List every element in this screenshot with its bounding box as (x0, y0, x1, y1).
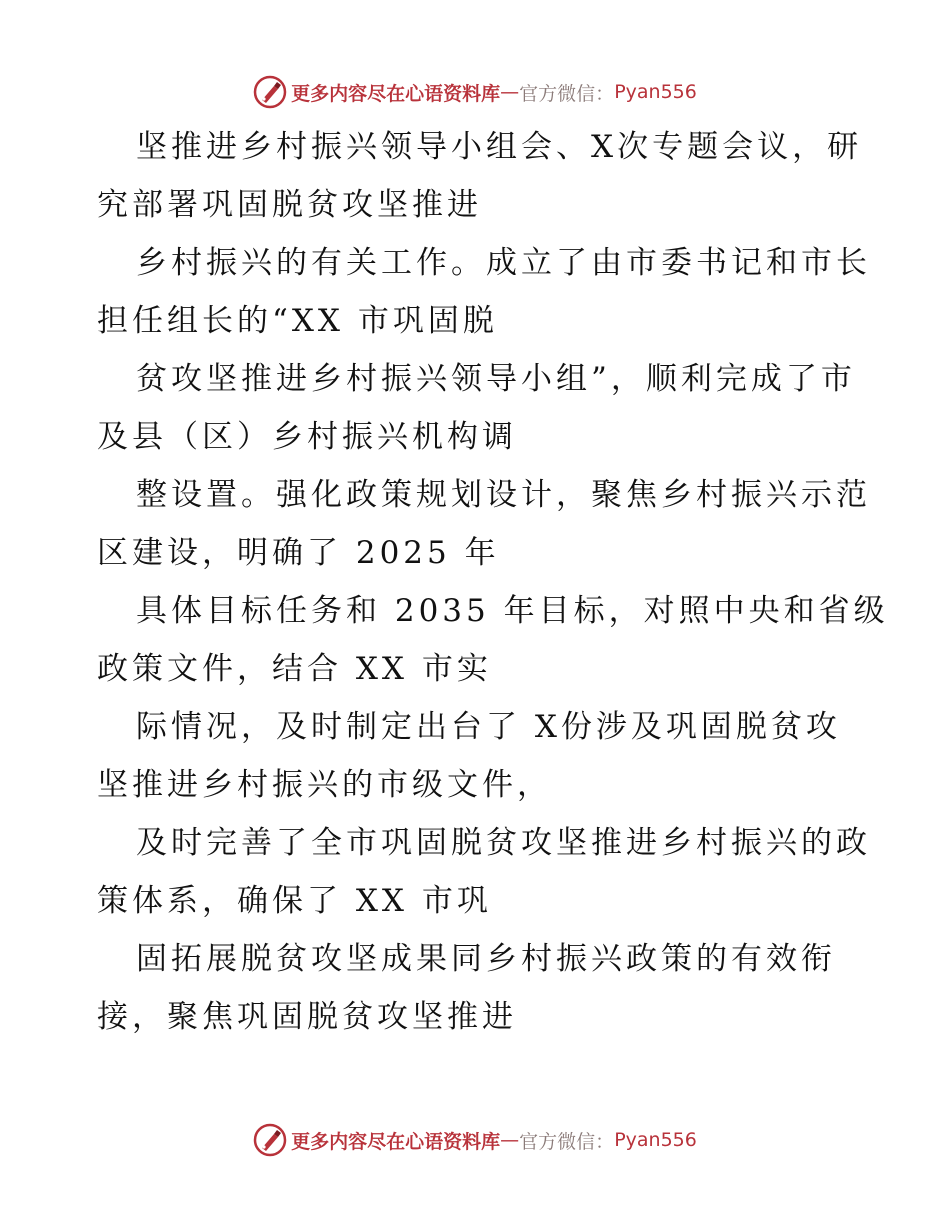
paragraph (0, 814, 950, 930)
paragraph-first-line: 坚推进乡村振兴领导小组会、X次专题会议，研 (136, 129, 863, 165)
paragraph-continuation-line: 接，聚焦巩固脱贫攻坚推进 (97, 999, 517, 1035)
paragraph-continuation-line: 坚推进乡村振兴的市级文件， (97, 767, 552, 803)
watermark-title: 更多内容尽在心语资料库 (291, 1130, 501, 1153)
paragraph-first-line: 整设置。强化政策规划设计，聚焦乡村振兴示范 (136, 477, 871, 513)
paragraph-continuation-line: 策体系，确保了 XX 市巩 (97, 883, 492, 919)
paragraph (0, 466, 950, 582)
paragraph (0, 930, 950, 1046)
paragraph-continuation-line: 区建设，明确了 2025 年 (97, 535, 500, 571)
pen-logo-icon (253, 1123, 287, 1157)
paragraph-continuation-line: 政策文件，结合 XX 市实 (97, 651, 492, 687)
watermark-title: 更多内容尽在心语资料库 (291, 82, 501, 105)
watermark-wechat-id: Pyan556 (614, 1129, 697, 1151)
watermark-dash: — (500, 81, 520, 103)
paragraph-first-line: 固拓展脱贫攻坚成果同乡村振兴政策的有效衔 (136, 941, 836, 977)
header-watermark (0, 72, 950, 112)
paragraph-continuation-line: 究部署巩固脱贫攻坚推进 (97, 187, 482, 223)
paragraph (0, 698, 950, 814)
footer-watermark (0, 1120, 950, 1160)
paragraph-continuation-line: 及县（区）乡村振兴机构调 (97, 419, 517, 455)
paragraph-first-line: 贫攻坚推进乡村振兴领导小组”，顺利完成了市 (136, 361, 856, 397)
paragraph-first-line: 具体目标任务和 2035 年目标，对照中央和省级 (136, 593, 889, 629)
watermark-dash: — (500, 1129, 520, 1151)
paragraph-first-line: 际情况，及时制定出台了 X份涉及巩固脱贫攻 (136, 709, 841, 745)
watermark-wechat-label: 官方微信： (519, 1130, 615, 1153)
paragraph (0, 118, 950, 234)
paragraph (0, 350, 950, 466)
watermark-wechat-label: 官方微信： (519, 82, 615, 105)
document-body (0, 118, 950, 1046)
paragraph-first-line: 及时完善了全市巩固脱贫攻坚推进乡村振兴的政 (136, 825, 871, 861)
paragraph-continuation-line: 担任组长的“XX 市巩固脱 (97, 303, 498, 339)
watermark-wechat-id: Pyan556 (614, 81, 697, 103)
paragraph (0, 582, 950, 698)
pen-logo-icon (253, 75, 287, 109)
paragraph (0, 234, 950, 350)
paragraph-first-line: 乡村振兴的有关工作。成立了由市委书记和市长 (136, 245, 871, 281)
